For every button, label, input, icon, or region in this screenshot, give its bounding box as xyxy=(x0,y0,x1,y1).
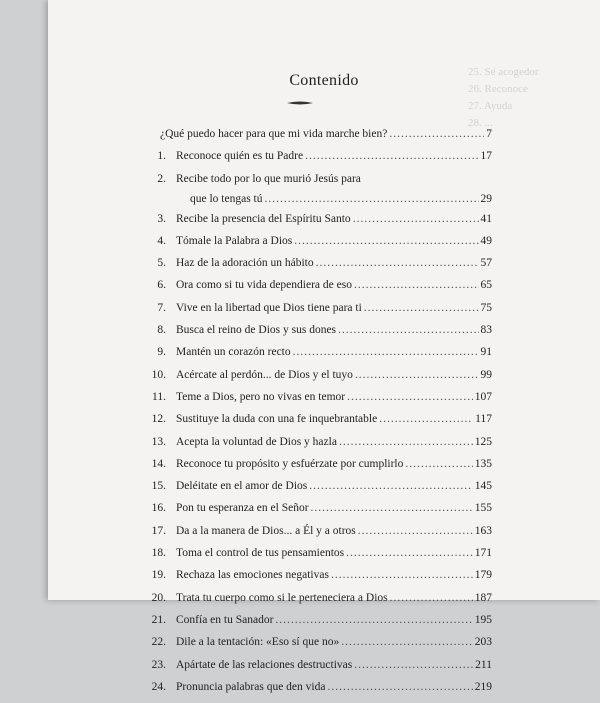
toc-entry-number: 8. xyxy=(157,324,166,337)
toc-page-number: 17 xyxy=(480,150,492,163)
toc-entry-number: 7. xyxy=(157,301,166,314)
toc-entry-number: 21. xyxy=(151,613,166,626)
ornament-icon xyxy=(286,100,314,106)
leader-dots xyxy=(305,150,478,162)
toc-entry-row[interactable] xyxy=(144,681,492,703)
toc-page-number: 195 xyxy=(474,613,492,626)
leader-dots xyxy=(354,659,473,671)
toc-entry-row[interactable] xyxy=(144,525,492,547)
toc-entry-label: Deléitate en el amor de Dios xyxy=(176,480,308,493)
leader-dots xyxy=(275,614,472,626)
table-of-contents xyxy=(144,128,492,703)
bleed-line: 27. Ayuda xyxy=(468,100,513,112)
leader-dots xyxy=(390,592,473,604)
toc-page-number: 163 xyxy=(474,524,492,537)
toc-page-number: 171 xyxy=(474,547,492,560)
toc-entry-number: 12. xyxy=(151,413,166,426)
toc-entry-number: 23. xyxy=(151,658,166,671)
toc-page-number: 57 xyxy=(480,257,492,270)
toc-page-number: 203 xyxy=(474,636,492,649)
toc-entry-label: ¿Qué puedo hacer para que mi vida marche bien? xyxy=(160,128,388,140)
toc-entry-number: 3. xyxy=(157,212,166,225)
leader-dots xyxy=(358,525,473,537)
toc-entry-label: Rechaza las emociones negativas xyxy=(176,569,329,582)
toc-entry-row[interactable] xyxy=(144,369,492,391)
book-page xyxy=(48,0,600,693)
leader-dots xyxy=(294,235,478,247)
toc-page-number: 83 xyxy=(480,324,492,337)
toc-entry-row[interactable] xyxy=(144,458,492,480)
toc-entry-row[interactable] xyxy=(144,502,492,524)
toc-page-number: 125 xyxy=(474,435,492,448)
leader-dots xyxy=(341,636,473,648)
toc-entry-row[interactable] xyxy=(144,436,492,458)
toc-entry-row[interactable] xyxy=(144,235,492,257)
leader-dots xyxy=(293,346,479,358)
toc-entry-number: 6. xyxy=(157,279,166,292)
toc-intro-row[interactable] xyxy=(144,128,492,150)
toc-entry-row[interactable] xyxy=(144,346,492,368)
toc-entry-label: Reconoce quién es tu Padre xyxy=(176,150,304,163)
toc-entry-label: Tómale la Palabra a Dios xyxy=(176,234,293,247)
toc-entry-label: Reconoce tu propósito y esfuérzate por cumplirlo xyxy=(176,457,404,470)
toc-entry-row[interactable] xyxy=(144,302,492,324)
toc-entry-label: Mantén un corazón recto xyxy=(176,346,291,359)
toc-page-number: 211 xyxy=(475,658,492,671)
leader-dots xyxy=(379,413,473,425)
toc-page-number: 187 xyxy=(474,591,492,604)
toc-entry-row[interactable] xyxy=(144,279,492,301)
toc-entry-label: Apártate de las relaciones destructivas xyxy=(176,658,353,671)
toc-entry-row[interactable] xyxy=(144,636,492,658)
toc-page-number: 155 xyxy=(474,502,492,515)
toc-entry-label-continued: que lo tengas tú xyxy=(190,192,263,205)
toc-page-number: 117 xyxy=(475,413,492,426)
toc-entry-number: 19. xyxy=(151,569,166,582)
toc-entry-row[interactable] xyxy=(144,213,492,235)
toc-entry-label: Confía en tu Sanador xyxy=(176,613,274,626)
toc-entry-row[interactable] xyxy=(144,592,492,614)
toc-entry-label: Acércate al perdón... de Dios y el tuyo xyxy=(176,368,353,381)
toc-entry-label: Teme a Dios, pero no vivas en temor xyxy=(176,390,346,403)
toc-entry-number: 14. xyxy=(151,457,166,470)
toc-page-number: 75 xyxy=(480,301,492,314)
toc-page-number: 179 xyxy=(474,569,492,582)
toc-entry-label: Sustituye la duda con una fe inquebrantable xyxy=(176,413,378,426)
bleed-line: 25. Sé acogedor xyxy=(468,66,539,78)
toc-page-number: 29 xyxy=(480,192,492,205)
toc-entry-row[interactable] xyxy=(144,173,492,213)
toc-entry-label: Trata tu cuerpo como si le perteneciera a Dios xyxy=(176,591,388,604)
toc-entry-number: 15. xyxy=(151,480,166,493)
toc-entry-label: Toma el control de tus pensamientos xyxy=(176,547,345,560)
leader-dots xyxy=(339,436,473,448)
leader-dots xyxy=(316,257,479,269)
toc-page-number: 99 xyxy=(480,368,492,381)
page-title: Contenido xyxy=(289,72,359,89)
toc-entry-label: Busca el reino de Dios y sus dones xyxy=(176,324,337,337)
toc-page-number: 107 xyxy=(474,390,492,403)
leader-dots xyxy=(405,458,472,470)
toc-entry-number: 4. xyxy=(157,234,166,247)
leader-dots xyxy=(338,324,478,336)
toc-page-number: 219 xyxy=(474,680,492,693)
leader-dots xyxy=(364,302,479,314)
toc-entry-label: Ora como si tu vida dependiera de eso xyxy=(176,279,352,292)
toc-entry-label: Haz de la adoración un hábito xyxy=(176,257,314,270)
toc-entry-row[interactable] xyxy=(144,257,492,279)
toc-entry-row[interactable] xyxy=(144,659,492,681)
toc-entry-label: Da a la manera de Dios... a Él y a otros xyxy=(176,524,356,537)
leader-dots xyxy=(354,279,479,291)
toc-entry-number: 11. xyxy=(152,390,166,403)
toc-page-number: 65 xyxy=(480,279,492,292)
toc-entry-label: Pon tu esperanza en el Señor xyxy=(176,502,309,515)
leader-dots xyxy=(311,502,473,514)
leader-dots xyxy=(347,391,473,403)
toc-page-number: 7 xyxy=(486,128,492,140)
toc-entry-number: 22. xyxy=(151,636,166,649)
toc-entry-number: 1. xyxy=(157,150,166,163)
toc-entry-number: 2. xyxy=(157,172,166,185)
leader-dots xyxy=(355,369,479,381)
leader-dots xyxy=(389,128,484,140)
toc-entry-row[interactable] xyxy=(144,324,492,346)
toc-entry-number: 20. xyxy=(151,591,166,604)
toc-entry-number: 16. xyxy=(151,502,166,515)
toc-entry-row[interactable] xyxy=(144,569,492,591)
toc-entry-number: 10. xyxy=(151,368,166,381)
toc-entry-label: Dile a la tentación: «Eso sí que no» xyxy=(176,636,340,649)
bleed-line: 28. ... xyxy=(468,117,493,129)
toc-entry-row[interactable] xyxy=(144,614,492,636)
toc-entry-label: Pronuncia palabras que den vida xyxy=(176,680,326,693)
toc-entry-number: 17. xyxy=(151,524,166,537)
toc-entry-row[interactable] xyxy=(144,413,492,435)
toc-entry-number: 24. xyxy=(151,680,166,693)
toc-page-number: 91 xyxy=(480,346,492,359)
toc-entry-label: Vive en la libertad que Dios tiene para ti xyxy=(176,301,362,314)
leader-dots xyxy=(327,681,472,693)
leader-dots xyxy=(353,213,479,225)
toc-entry-number: 13. xyxy=(151,435,166,448)
toc-entry-number: 18. xyxy=(151,547,166,560)
toc-entry-row[interactable] xyxy=(144,391,492,413)
toc-entry-row[interactable] xyxy=(144,480,492,502)
toc-entry-label: Recibe todo por lo que murió Jesús para xyxy=(176,172,361,185)
leader-dots xyxy=(346,547,473,559)
toc-page-number: 135 xyxy=(474,457,492,470)
toc-entry-row[interactable] xyxy=(144,547,492,569)
leader-dots xyxy=(309,480,473,492)
toc-entry-label: Acepta la voluntad de Dios y hazla xyxy=(176,435,337,448)
toc-entry-row[interactable] xyxy=(144,150,492,172)
leader-dots xyxy=(265,193,479,205)
toc-page-number: 145 xyxy=(474,480,492,493)
toc-entry-number: 9. xyxy=(157,346,166,359)
toc-entry-number: 5. xyxy=(157,257,166,270)
toc-page-number: 49 xyxy=(480,234,492,247)
bleed-line: 26. Reconoce xyxy=(468,83,528,95)
toc-page-number: 41 xyxy=(480,212,492,225)
leader-dots xyxy=(331,569,473,581)
toc-entry-label: Recibe la presencia del Espíritu Santo xyxy=(176,212,351,225)
